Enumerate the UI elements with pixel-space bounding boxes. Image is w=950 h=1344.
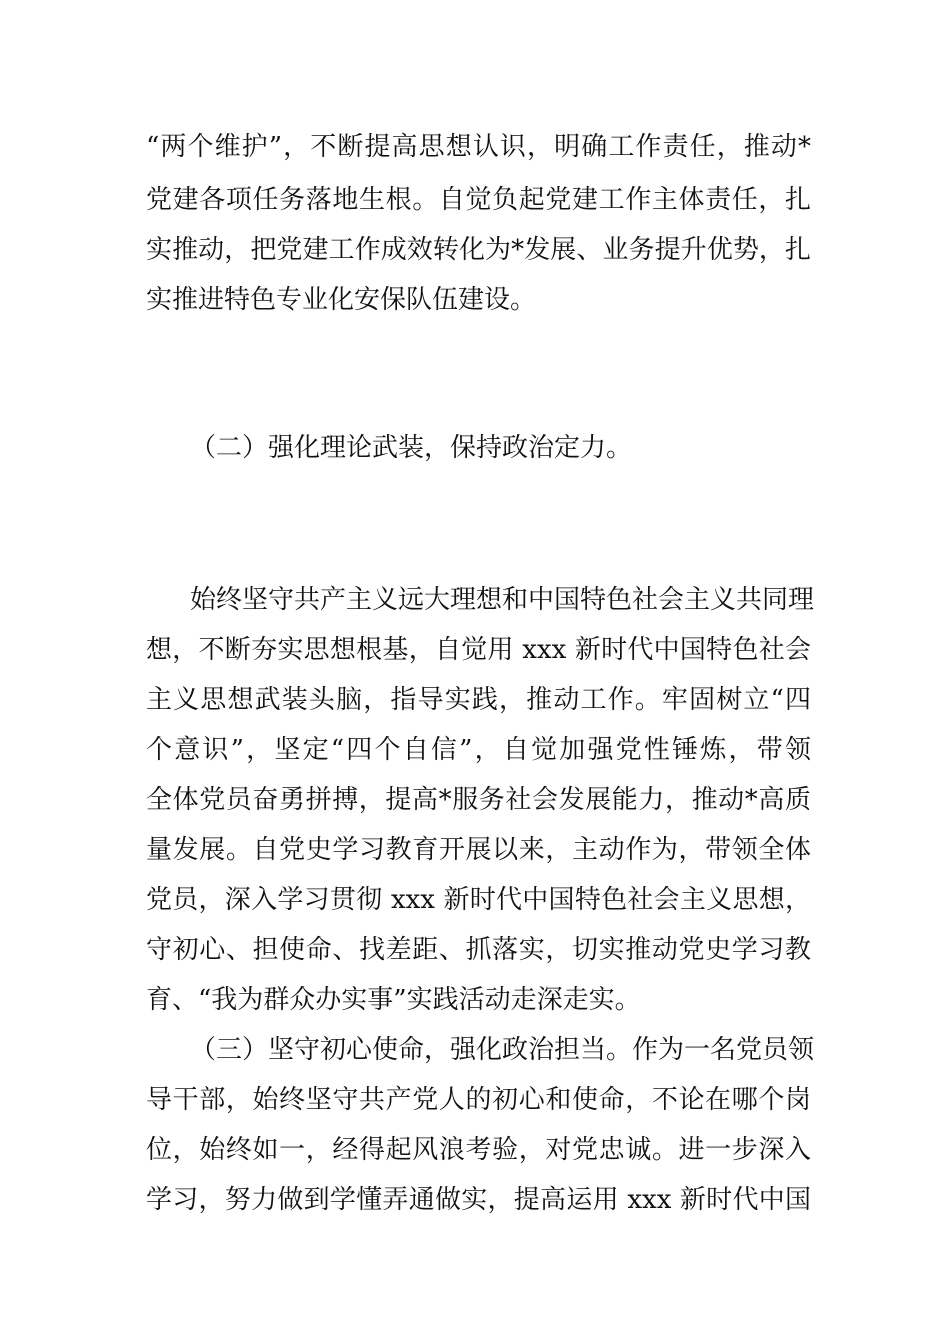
paragraph1-line-1: “两个维护”，不断提高思想认识，明确工作责任，推动* bbox=[146, 132, 811, 162]
paragraph1-line-4: 实推进特色专业化安保队伍建设。 bbox=[146, 285, 537, 315]
paragraph2-line-6: 量发展。自党史学习教育开展以来，主动作为，带领全体 bbox=[146, 835, 811, 865]
paragraph3-line-4: 学习，努力做到学懂弄通做实，提高运用 xxx 新时代中国 bbox=[146, 1185, 811, 1215]
paragraph2-line-3: 主义思想武装头脑，指导实践，推动工作。牢固树立“四 bbox=[146, 685, 811, 715]
paragraph2-line-4: 个意识”，坚定“四个自信”，自觉加强党性锤炼，带领 bbox=[146, 735, 811, 765]
paragraph2-line-1: 始终坚守共产主义远大理想和中国特色社会主义共同理 bbox=[190, 585, 815, 615]
section-heading-2: （二）强化理论武装，保持政治定力。 bbox=[190, 433, 633, 463]
paragraph3-line-2: 导干部，始终坚守共产党人的初心和使命，不论在哪个岗 bbox=[146, 1085, 811, 1115]
paragraph2-line-2: 想，不断夯实思想根基，自觉用 xxx 新时代中国特色社会 bbox=[146, 635, 811, 665]
paragraph2-line-5: 全体党员奋勇拼搏，提高*服务社会发展能力，推动*高质 bbox=[146, 785, 811, 815]
paragraph3-line-1: （三）坚守初心使命，强化政治担当。作为一名党员领 bbox=[190, 1035, 815, 1065]
paragraph3-line-3: 位，始终如一，经得起风浪考验，对党忠诚。进一步深入 bbox=[146, 1135, 811, 1165]
paragraph1-line-3: 实推动，把党建工作成效转化为*发展、业务提升优势，扎 bbox=[146, 235, 811, 265]
paragraph2-line-8: 守初心、担使命、找差距、抓落实，切实推动党史学习教 bbox=[146, 935, 811, 965]
paragraph1-line-2: 党建各项任务落地生根。自觉负起党建工作主体责任，扎 bbox=[146, 185, 811, 215]
paragraph2-line-9: 育、“我为群众办实事”实践活动走深走实。 bbox=[146, 985, 641, 1015]
paragraph2-line-7: 党员，深入学习贯彻 xxx 新时代中国特色社会主义思想， bbox=[146, 885, 811, 915]
